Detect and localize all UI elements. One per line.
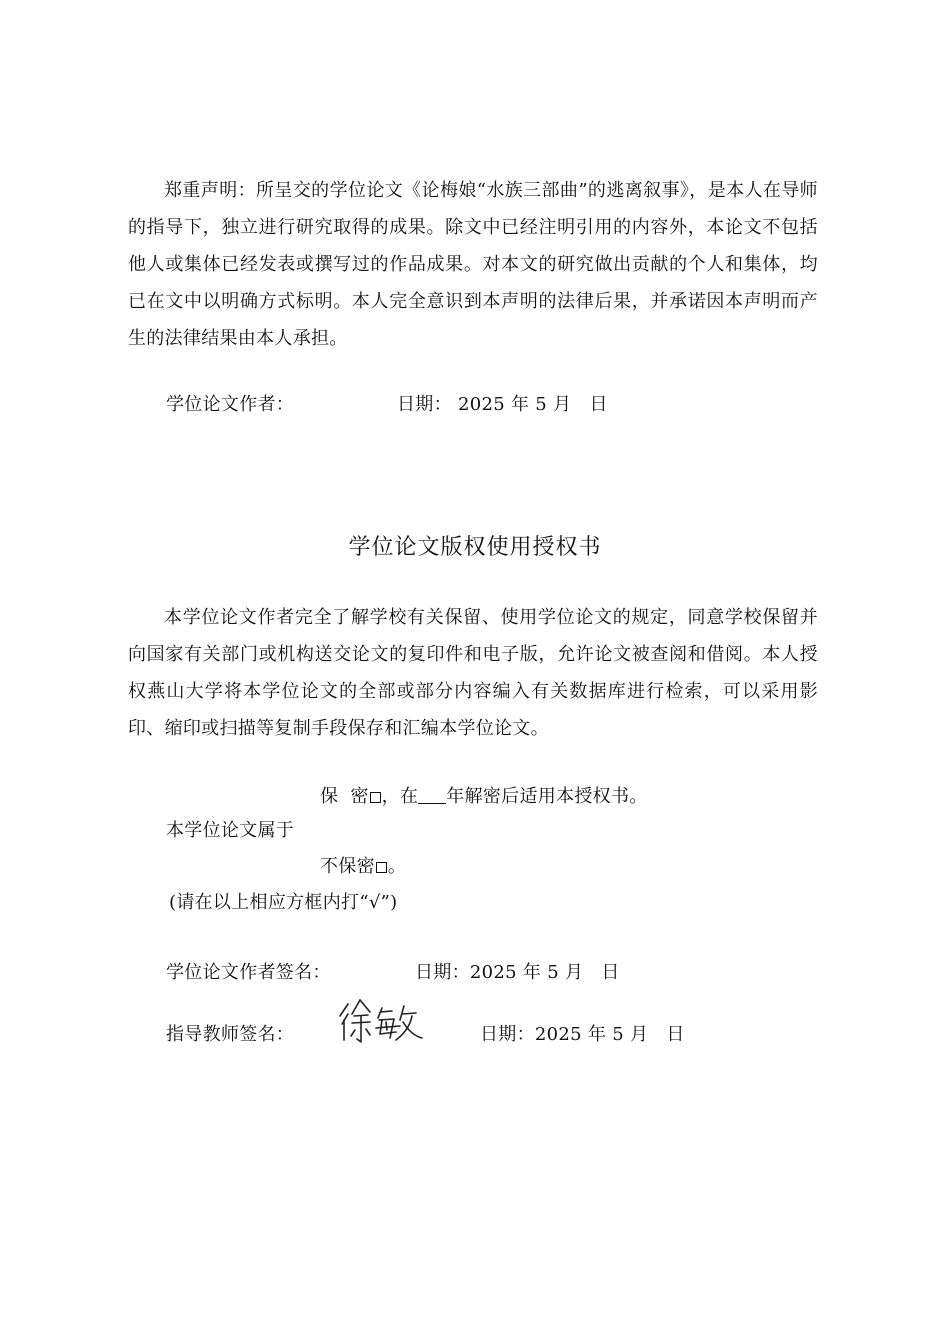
non-confidential-suffix: 。 <box>387 856 407 877</box>
confidential-checkbox[interactable] <box>370 792 381 803</box>
confidential-label: 保 密 <box>320 786 369 807</box>
confidential-suffix-2: 年解密后适用本授权书。 <box>446 786 648 807</box>
decrypt-years-blank[interactable] <box>418 787 446 804</box>
author-date-label: 日期： <box>415 962 470 983</box>
declaration-date <box>397 393 608 417</box>
supervisor-sign-date <box>480 1023 685 1047</box>
supervisor-signature <box>330 992 470 1048</box>
non-confidential-option <box>320 855 406 879</box>
supervisor-date-value: 2025 年 5 月 <box>534 1024 649 1045</box>
declaration-date-value: 2025 年 5 月 <box>457 394 572 415</box>
author-date-value: 2025 年 5 月 <box>469 962 584 983</box>
authorization-title: 学位论文版权使用授权书 <box>348 535 602 560</box>
checkbox-instruction: (请在以上相应方框内打“√”) <box>169 892 398 913</box>
confidential-suffix-1: ，在 <box>381 786 419 807</box>
belongs-label: 本学位论文属于 <box>166 820 295 841</box>
supervisor-date-label: 日期： <box>480 1024 535 1045</box>
supervisor-sign-label: 指导教师签名： <box>166 1024 295 1045</box>
declaration-date-label: 日期： <box>397 394 452 415</box>
confidential-option <box>320 785 648 809</box>
declaration-author-label: 学位论文作者： <box>166 394 295 415</box>
declaration-day-label: 日 <box>589 394 608 415</box>
non-confidential-label: 不保密 <box>320 856 375 877</box>
author-sign-label: 学位论文作者签名： <box>166 962 331 983</box>
declaration-paragraph: 郑重声明：所呈交的学位论文《论梅娘“水族三部曲”的逃离叙事》，是本人在导师的指导下，独立进行研究取得的成果。除文中已经注明引用的内容外，本论文不包括他人或集体已经发表或撰写过的作品成果。对本文的研究做出贡献的个人和集体，均已在文中以明确方式标明。本人完全意识到本声明的法律后果，并承诺因本声明而产生的法律结果由本人承担。 <box>128 180 818 349</box>
non-confidential-checkbox[interactable] <box>376 862 387 873</box>
author-day-label: 日 <box>601 962 620 983</box>
author-sign-date <box>415 961 620 985</box>
authorization-paragraph: 本学位论文作者完全了解学校有关保留、使用学位论文的规定，同意学校保留并向国家有关部门或机构送交论文的复印件和电子版，允许论文被查阅和借阅。本人授权燕山大学将本学位论文的全部或部分内容编入有关数据库进行检索，可以采用影印、缩印或扫描等复制手段保存和汇编本学位论文。 <box>128 607 818 739</box>
supervisor-day-label: 日 <box>666 1024 685 1045</box>
